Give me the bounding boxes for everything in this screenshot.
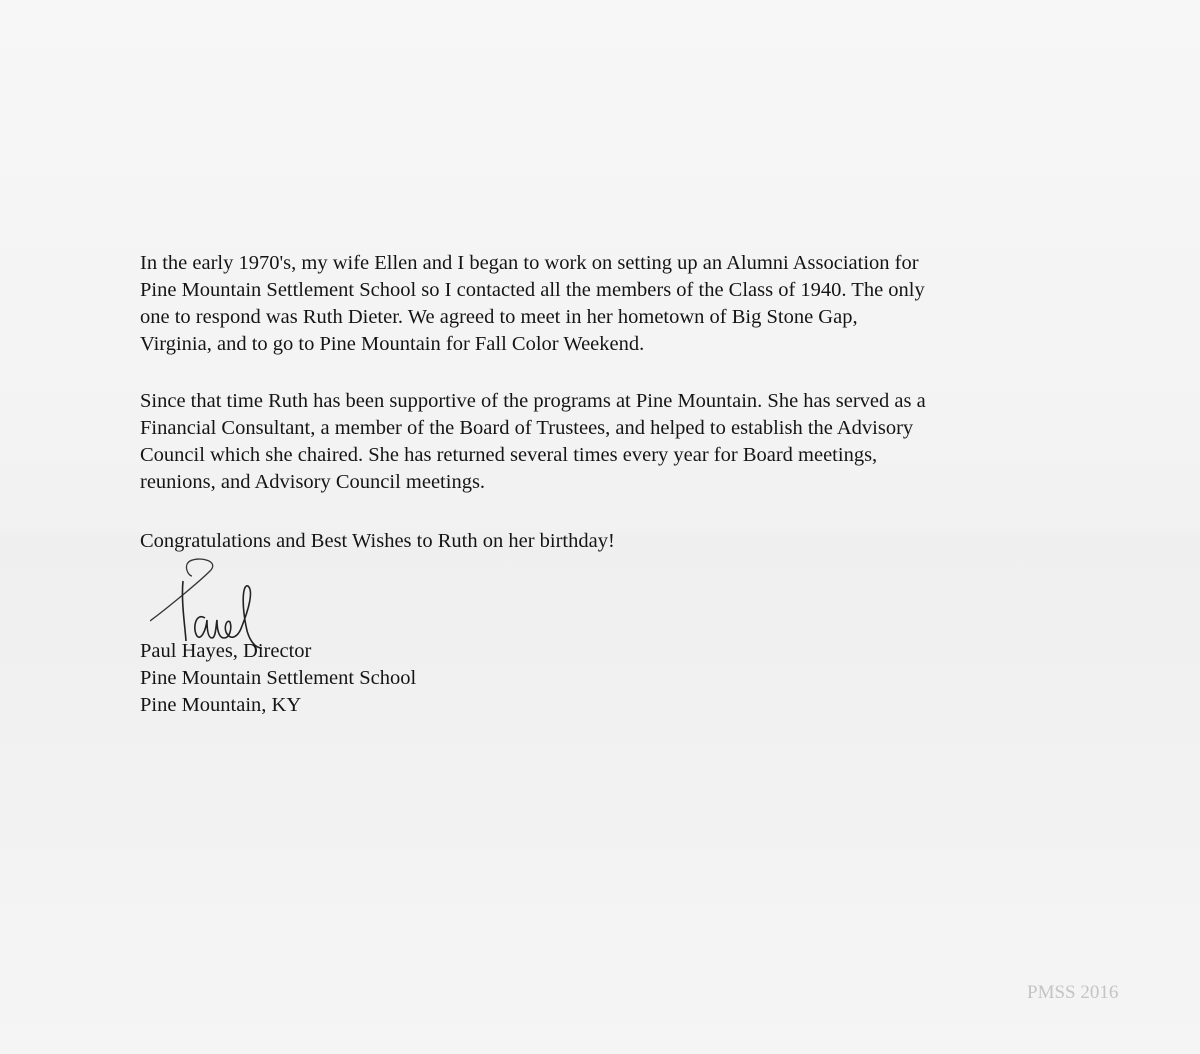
paragraph-1-line: Virginia, and to go to Pine Mountain for Fall Color Weekend. [140,333,645,355]
closing-line: Congratulations and Best Wishes to Ruth on her birthday! [140,530,615,552]
signer-organization: Pine Mountain Settlement School [140,667,417,689]
paragraph-2-line: Council which she chaired. She has returned several times every year for Board meetings, [140,444,878,466]
paragraph-1-line: Pine Mountain Settlement School so I contacted all the members of the Class of 1940. The only [140,279,925,301]
signer-location: Pine Mountain, KY [140,694,302,716]
handwritten-signature [150,556,280,651]
signer-name-title: Paul Hayes, Director [140,640,312,662]
paragraph-1-line: one to respond was Ruth Dieter. We agreed to meet in her hometown of Big Stone Gap, [140,306,858,328]
paragraph-2-line: Financial Consultant, a member of the Board of Trustees, and helped to establish the Advisory [140,417,914,439]
paragraph-2-line: Since that time Ruth has been supportive of the programs at Pine Mountain. She has served as a [140,390,926,412]
watermark: PMSS 2016 [1027,982,1119,1003]
paragraph-1-line: In the early 1970's, my wife Ellen and I began to work on setting up an Alumni Association for [140,252,919,274]
paragraph-2-line: reunions, and Advisory Council meetings. [140,471,486,493]
